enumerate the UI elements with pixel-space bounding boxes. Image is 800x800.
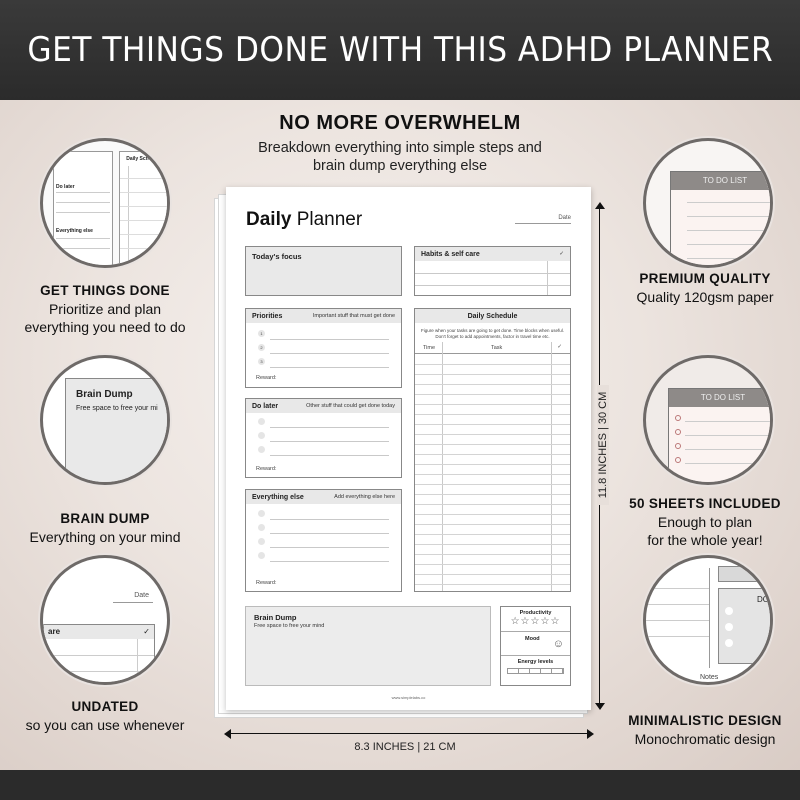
- bottom-bar: [0, 770, 800, 800]
- mini-todo-label: TO DO LIST: [669, 389, 773, 407]
- circle-sheets: [643, 355, 773, 485]
- schedule-note-2: Don't forget to add appointments, factor in travel time etc.: [435, 333, 550, 339]
- caption-title: PREMIUM QUALITY: [639, 271, 771, 286]
- habits-box: [414, 246, 571, 296]
- caption-undated: [10, 698, 200, 734]
- do-later-sub: Other stuff that could get done today: [306, 403, 395, 409]
- banner-title: GET THINGS DONE WITH THIS ADHD PLANNER: [27, 30, 773, 70]
- check-icon: ✓: [143, 627, 150, 636]
- priorities-reward: Reward:: [256, 375, 277, 381]
- mini-brain-dump-box: [65, 378, 170, 485]
- caption-line1: Everything on your mind: [29, 529, 181, 545]
- habits-label: Habits & self care: [421, 250, 480, 258]
- everything-else-box: [245, 489, 402, 592]
- brain-dump-box: [245, 606, 491, 686]
- priorities-label: Priorities: [252, 312, 283, 320]
- energy-scale: [507, 668, 564, 674]
- mini-brain-dump-sub: Free space to free your mi: [76, 405, 158, 412]
- energy-label: Energy levels: [517, 659, 554, 665]
- priority-num-3: 3: [258, 358, 265, 365]
- do-later-box: [245, 398, 402, 478]
- everything-else-sub: Add everything else here: [334, 494, 395, 500]
- productivity-label: Productivity: [519, 610, 552, 616]
- caption-line1: Quality 120gsm paper: [636, 289, 774, 305]
- headline-line2: brain dump everything else: [312, 158, 488, 174]
- caption-title: MINIMALISTIC DESIGN: [628, 713, 782, 728]
- priority-num-1: 1: [258, 330, 265, 337]
- mini-right-column: [119, 151, 169, 266]
- caption-brain-dump: [10, 510, 200, 546]
- arrow-left-icon: [224, 729, 231, 739]
- planner-date: Date: [515, 215, 571, 224]
- time-column-header: Time: [423, 345, 436, 351]
- arrow-right-icon: [587, 729, 594, 739]
- do-later-reward: Reward:: [256, 466, 277, 472]
- mood-label: Mood: [525, 636, 540, 642]
- arrow-up-icon: [595, 202, 605, 209]
- headline-line1: Breakdown everything into simple steps and: [258, 140, 542, 156]
- daily-schedule-box: [414, 308, 571, 592]
- mini-notes-label: Notes: [700, 674, 719, 681]
- headline: [200, 112, 600, 175]
- star-rating-icon: ☆☆☆☆☆: [510, 616, 561, 627]
- caption-line1: Monochromatic design: [634, 731, 776, 747]
- priority-num-2: 2: [258, 344, 265, 351]
- check-icon: ✓: [557, 344, 562, 350]
- headline-title: NO MORE OVERWHELM: [279, 112, 521, 134]
- arrow-down-icon: [595, 703, 605, 710]
- mini-brain-dump-title: Brain Dump: [76, 389, 133, 400]
- caption-line1: Enough to plan: [657, 514, 753, 530]
- website-footer: www.simplelabs.co: [391, 695, 426, 700]
- mini-everything-else: Everything else: [56, 228, 93, 234]
- caption-title: 50 SHEETS INCLUDED: [629, 496, 781, 511]
- mini-date-label: Date: [134, 592, 149, 599]
- todays-focus-label: Today's focus: [252, 252, 302, 261]
- mini-habits-box: [43, 624, 155, 685]
- check-icon: ✓: [559, 251, 564, 257]
- planner-sheet: [226, 187, 591, 710]
- circle-brain-dump: [40, 355, 170, 485]
- caption-premium-quality: [610, 270, 800, 306]
- mini-todo-pad: [668, 388, 773, 485]
- caption-sheets: [610, 495, 800, 549]
- caption-title: BRAIN DUMP: [60, 511, 150, 526]
- caption-line1: Prioritize and plan: [48, 301, 162, 317]
- mini-todo-label: TO DO LIST: [671, 172, 773, 190]
- planner-title: Daily Planner: [246, 209, 363, 230]
- caption-line2: for the whole year!: [647, 532, 763, 548]
- height-label: 11.8 INCHES | 30 CM: [597, 385, 609, 505]
- caption-minimalistic: [610, 712, 800, 748]
- everything-else-label: Everything else: [252, 493, 304, 501]
- tracker-box: [500, 606, 571, 686]
- schedule-label: Daily Schedule: [467, 312, 518, 320]
- circle-undated: [40, 555, 170, 685]
- priorities-box: [245, 308, 402, 388]
- schedule-note-1: Figure when your tasks are going to get done. Time blocks when useful.: [420, 328, 565, 333]
- brain-dump-sub: Free space to free your mind: [254, 623, 325, 629]
- width-label: 8.3 INCHES | 21 CM: [354, 741, 456, 753]
- circle-minimalistic: [643, 555, 773, 685]
- mini-care-label: are: [48, 627, 61, 636]
- todays-focus-box: [245, 246, 402, 296]
- mini-do-box: [718, 588, 773, 664]
- circle-premium-quality: [643, 138, 773, 268]
- task-column-header: Task: [491, 345, 503, 351]
- mini-do-later: Do later: [56, 184, 75, 190]
- mini-todo-pad: [670, 171, 773, 268]
- top-banner: [0, 0, 800, 100]
- everything-else-reward: Reward:: [256, 580, 277, 586]
- mini-left-column: [53, 151, 113, 266]
- mini-do-label: DO: [757, 595, 769, 604]
- caption-line2: everything you need to do: [24, 319, 186, 335]
- circle-get-things-done: [40, 138, 170, 268]
- brain-dump-label: Brain Dump: [254, 613, 297, 622]
- caption-title: UNDATED: [71, 699, 139, 714]
- mood-face-icon: ☺: [552, 638, 564, 650]
- mini-daily-schedule: Daily Schedule: [126, 156, 162, 162]
- caption-get-things-done: [10, 282, 200, 336]
- do-later-label: Do later: [252, 402, 279, 410]
- width-arrow: [228, 733, 590, 734]
- caption-title: GET THINGS DONE: [40, 283, 170, 298]
- priorities-sub: Important stuff that must get done: [312, 313, 395, 319]
- caption-line1: so you can use whenever: [25, 717, 185, 733]
